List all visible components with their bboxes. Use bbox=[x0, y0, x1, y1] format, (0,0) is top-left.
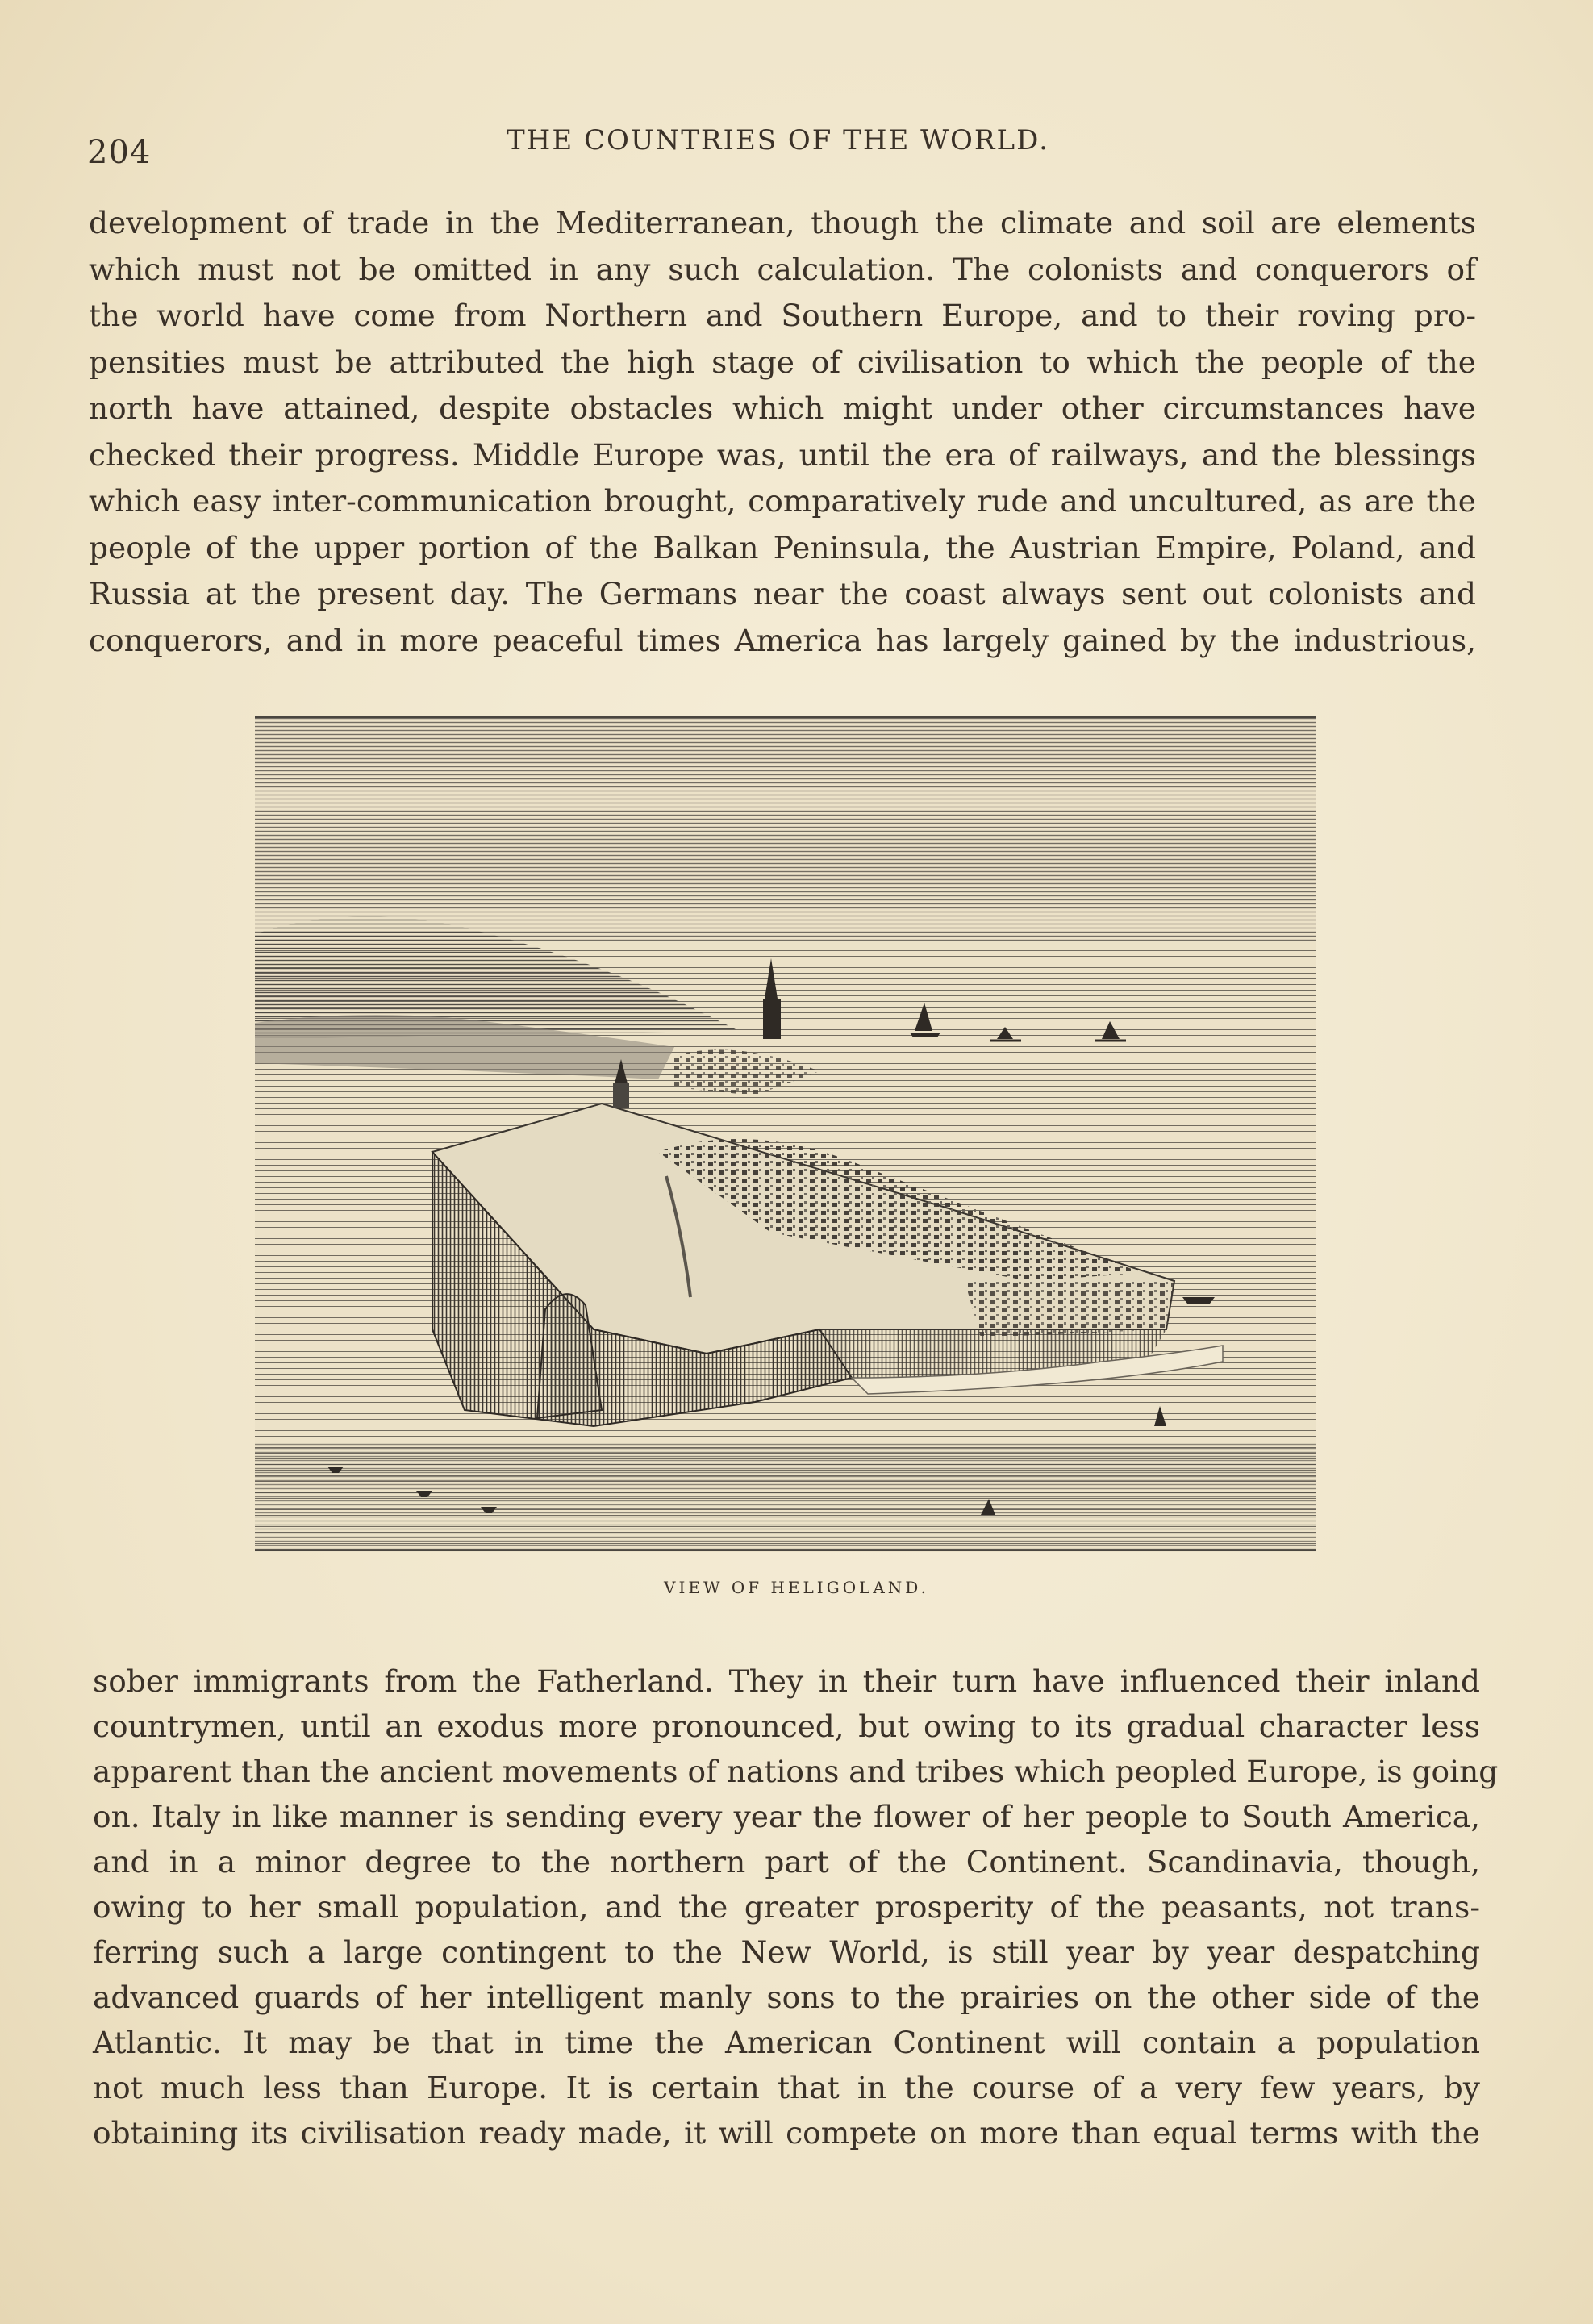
heligoland-engraving bbox=[255, 716, 1316, 1552]
text-line: countrymen, until an exodus more pronounced, but owing to its gradual character less bbox=[93, 1709, 1480, 1744]
church-tower bbox=[763, 999, 781, 1039]
sky-hatching bbox=[255, 716, 1316, 942]
body-text-top bbox=[89, 200, 1476, 664]
text-line: obtaining its civilisation ready made, it will compete on more than equal terms with the bbox=[93, 2115, 1480, 2151]
text-line: apparent than the ancient movements of nations and tribes which peopled Europe, is going bbox=[93, 1754, 1499, 1789]
town-lower bbox=[965, 1281, 1174, 1337]
illustration-caption: VIEW OF HELIGOLAND. bbox=[664, 1578, 929, 1597]
text-line: development of trade in the Mediterranean, though the climate and soil are elements bbox=[89, 205, 1476, 240]
text-line: which must not be omitted in any such calculation. The colonists and conquerors of bbox=[89, 251, 1476, 287]
text-line: ferring such a large contingent to the New World, is still year by year despatching bbox=[93, 1934, 1480, 1970]
lighthouse bbox=[613, 1083, 629, 1108]
boat-5 bbox=[1182, 1297, 1215, 1304]
text-line: people of the upper portion of the Balkan Peninsula, the Austrian Empire, Poland, and bbox=[89, 529, 1476, 565]
text-line: Atlantic. It may be that in time the American Continent will contain a population bbox=[93, 2025, 1480, 2060]
sea-foreground bbox=[255, 1442, 1316, 1552]
page-header bbox=[87, 121, 1474, 169]
text-line: which easy inter-communication brought, comparatively rude and uncultured, as are the bbox=[89, 483, 1476, 519]
text-line: the world have come from Northern and Southern Europe, and to their roving pro- bbox=[89, 298, 1476, 333]
running-title: THE COUNTRIES OF THE WORLD. bbox=[507, 124, 1049, 156]
text-line: Russia at the present day. The Germans near the coast always sent out colonists and bbox=[89, 576, 1476, 611]
text-line: advanced guards of her intelligent manly sons to the prairies on the other side of the bbox=[93, 1980, 1480, 2015]
text-line: checked their progress. Middle Europe was, until the era of railways, and the blessings bbox=[89, 436, 1476, 473]
page-number: 204 bbox=[87, 134, 152, 171]
text-line: conquerors, and in more peaceful times America has largely gained by the industrious, bbox=[89, 622, 1476, 658]
text-line: owing to her small population, and the greater prosperity of the peasants, not trans- bbox=[93, 1889, 1480, 1925]
body-text-bottom bbox=[93, 1659, 1499, 2155]
text-line: pensities must be attributed the high stage of civilisation to which the people of the bbox=[89, 344, 1476, 380]
text-line: on. Italy in like manner is sending every year the flower of her people to South America, bbox=[93, 1799, 1480, 1834]
text-line: north have attained, despite obstacles which might under other circumstances have bbox=[89, 390, 1476, 426]
text-line: sober immigrants from the Fatherland. They in their turn have influenced their inland bbox=[93, 1663, 1480, 1699]
text-line: and in a minor degree to the northern part of the Continent. Scandinavia, though, bbox=[93, 1844, 1480, 1880]
text-line: not much less than Europe. It is certain that in the course of a very few years, by bbox=[93, 2070, 1480, 2105]
